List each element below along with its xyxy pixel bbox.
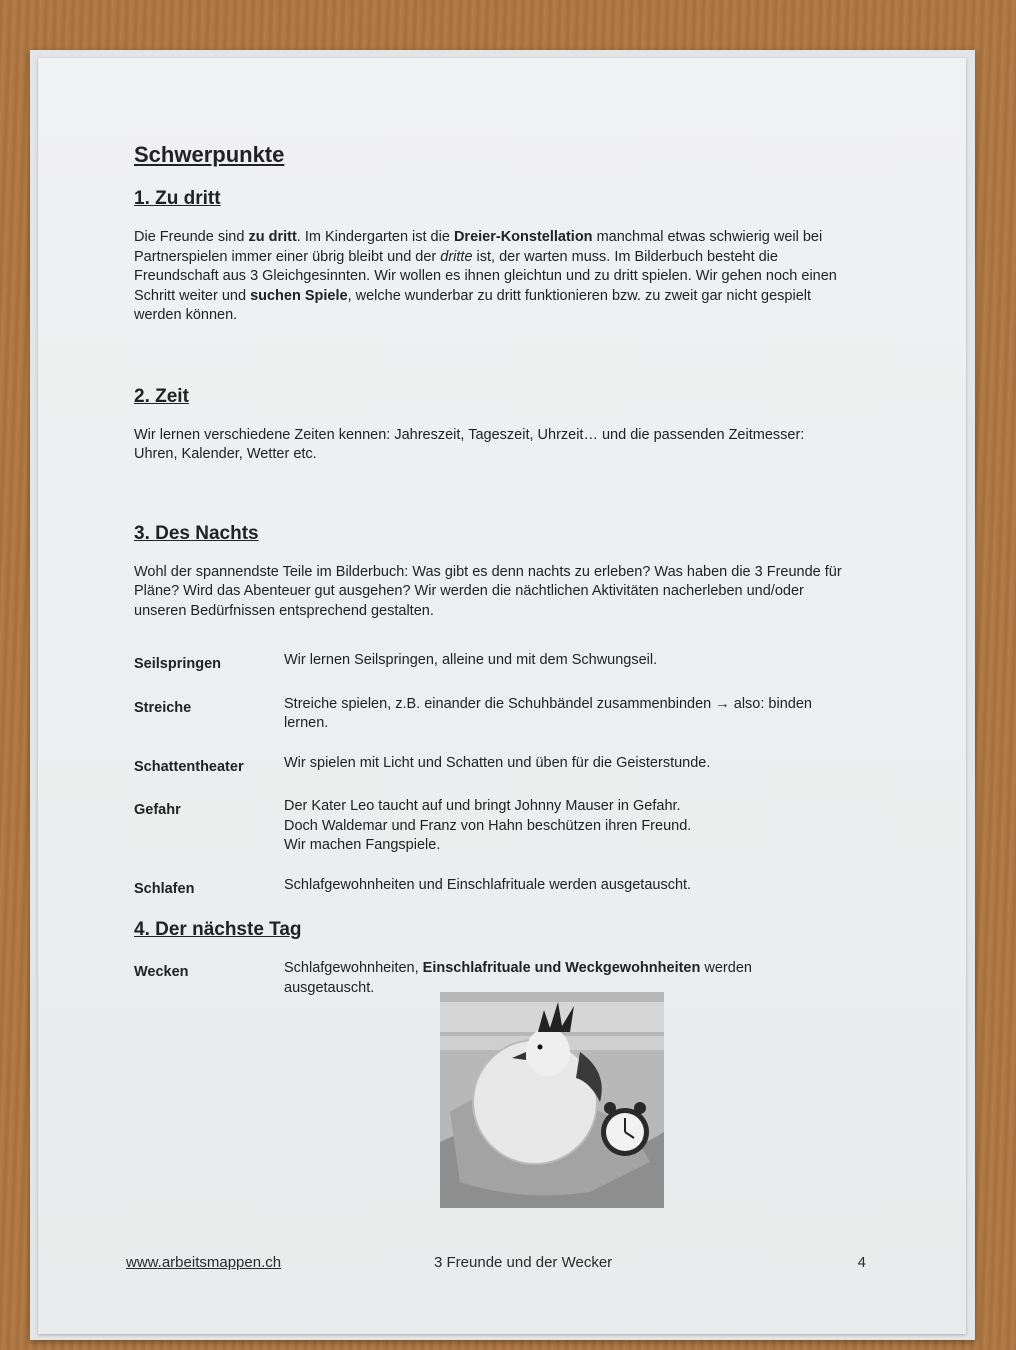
activity-name: Seilspringen <box>134 656 222 672</box>
activity-name: Streiche <box>134 699 192 716</box>
rooster-photo <box>440 992 664 1208</box>
activity-description <box>284 876 846 900</box>
text-run: ist, der warten muss. Im Bilderbuch besteht die Freundschaft aus 3 Gleichgesinnten. Wir wollen es ihnen gleichtun und zu dritt spielen. Wir gehen noch einen Schritt weiter und <box>134 248 837 304</box>
footer-url[interactable]: www.arbeitsmappen.ch <box>126 1254 282 1271</box>
text-run: Dreier-Konstellation <box>453 229 593 245</box>
activity-list <box>134 651 846 899</box>
section-paragraph <box>134 228 846 326</box>
text-run: Schlafgewohnheiten, <box>284 960 423 976</box>
activity-line: Der Kater Leo taucht auf und bringt Johnny Mauser in Gefahr. <box>284 798 681 814</box>
section-naechster-tag <box>134 919 846 998</box>
activity-row <box>134 695 846 734</box>
page-title: Schwerpunkte <box>134 142 285 167</box>
section-zeit <box>134 386 846 465</box>
activity-description <box>284 797 846 856</box>
activity-line: Wir machen Fangspiele. <box>284 837 441 853</box>
footer-title: 3 Freunde und der Wecker <box>434 1254 613 1271</box>
rooster-illustration <box>440 992 664 1208</box>
activity-description <box>284 651 846 675</box>
page-content <box>134 142 846 1018</box>
activity-description <box>284 695 846 734</box>
text-run: zu dritt <box>248 229 297 245</box>
activity-line: Wir spielen mit Licht und Schatten und üben für die Geisterstunde. <box>284 754 711 771</box>
text-run: dritte <box>440 248 473 265</box>
activity-line: Streiche spielen, z.B. einander die Schuhbändel zusammenbinden → also: binden lernen. <box>284 695 812 731</box>
activity-line: Schlafgewohnheiten und Einschlafrituale werden ausgetauscht. <box>284 876 692 893</box>
activity-description <box>284 754 846 778</box>
text-run: werden ausgetauscht. <box>284 960 752 996</box>
text-run: manchmal etwas schwierig weil bei Partnerspielen immer einer übrig bleibt und der <box>134 229 823 265</box>
activity-name: Wecken <box>134 964 189 980</box>
section-heading: 4. Der nächste Tag <box>134 919 302 940</box>
activity-row <box>134 797 846 856</box>
page-number: 4 <box>857 1254 866 1271</box>
text-run: . Im Kindergarten ist die <box>296 229 454 245</box>
text-run: Die Freunde sind <box>134 229 249 245</box>
section-paragraph <box>134 426 846 465</box>
text-run: Einschlafrituale und Weckgewohnheiten <box>422 960 701 976</box>
section-des-nachts <box>134 523 846 622</box>
section-heading: 2. Zeit <box>134 385 189 407</box>
activity-name: Gefahr <box>134 802 181 818</box>
text-run: Wir lernen verschiedene Zeiten kennen: Jahreszeit, Tageszeit, Uhrzeit… und die passenden Zeitmesser: Uhren, Kalender, Wetter etc. <box>134 426 805 462</box>
activity-name: Schattentheater <box>134 758 244 775</box>
document-page <box>38 58 966 1334</box>
section-zu-dritt <box>134 188 846 326</box>
activity-name: Schlafen <box>134 880 195 897</box>
activity-row <box>134 876 846 900</box>
text-run: , welche wunderbar zu dritt funktionieren bzw. zu zweit gar nicht gespielt werden können. <box>134 287 812 323</box>
activity-row <box>134 651 846 675</box>
section-paragraph <box>134 563 846 622</box>
activity-row <box>134 754 846 778</box>
section-heading: 1. Zu dritt <box>134 188 221 209</box>
text-run: Wohl der spannendste Teile im Bilderbuch: Was gibt es denn nachts zu erleben? Was haben die 3 Freunde für Pläne? Wird das Abenteuer gut ausgehen? Wir werden die nächtlichen Aktivitäten nacherleben und/oder unseren Bedürfnissen entsprechend gestalten. <box>134 563 842 619</box>
section-heading: 3. Des Nachts <box>134 522 259 544</box>
activity-line: Doch Waldemar und Franz von Hahn beschützen ihren Freund. <box>284 817 692 834</box>
activity-line: Wir lernen Seilspringen, alleine und mit dem Schwungseil. <box>284 652 658 668</box>
text-run: suchen Spiele <box>250 287 348 304</box>
